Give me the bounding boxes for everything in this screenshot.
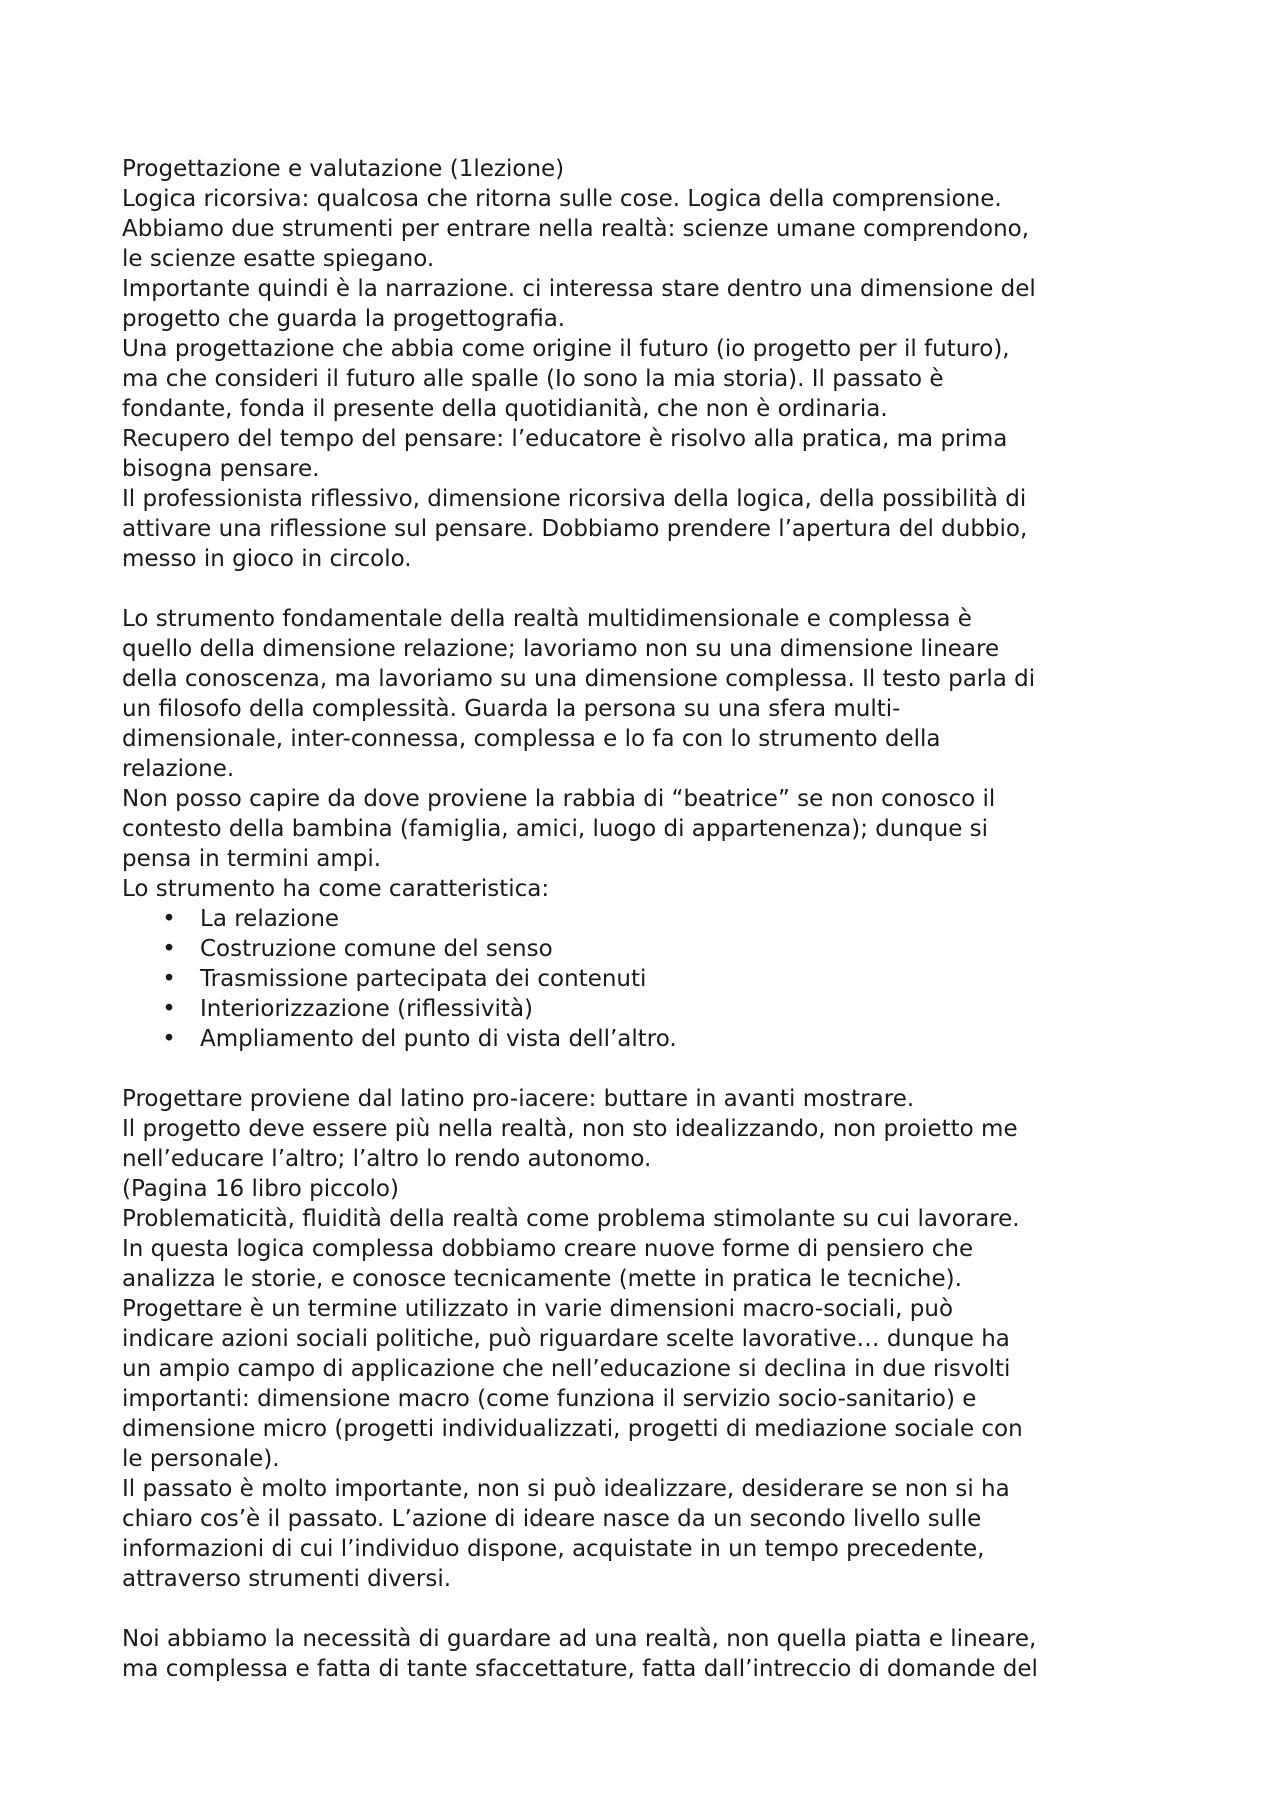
text-line: Lo strumento fondamentale della realtà multidimensionale e complessa è xyxy=(122,606,972,632)
list-item-text: Trasmissione partecipata dei contenuti xyxy=(200,966,647,992)
text-line: relazione. xyxy=(122,756,235,782)
bullet-list xyxy=(122,904,1162,1054)
text-line: nell’educare l’altro; l’altro lo rendo autonomo. xyxy=(122,1146,652,1172)
text-line: un filosofo della complessità. Guarda la persona su una sfera multi- xyxy=(122,696,901,722)
text-line: contesto della bambina (famiglia, amici, luogo di appartenenza); dunque si xyxy=(122,816,989,842)
document-title: Progettazione e valutazione (1lezione) xyxy=(122,156,565,182)
text-line: un ampio campo di applicazione che nell’educazione si declina in due risvolti xyxy=(122,1356,1011,1382)
list-item-text: La relazione xyxy=(200,906,340,932)
text-line: quello della dimensione relazione; lavoriamo non su una dimensione lineare xyxy=(122,636,1000,662)
paragraph-spacer xyxy=(122,574,1162,604)
bullet-icon: • xyxy=(162,996,176,1022)
text-line: dimensionale, inter-connessa, complessa e lo fa con lo strumento della xyxy=(122,726,941,752)
text-line: Lo strumento ha come caratteristica: xyxy=(122,876,550,902)
paragraph-group-3 xyxy=(122,1084,1162,1594)
text-line: bisogna pensare. xyxy=(122,456,320,482)
text-line: le scienze esatte spiegano. xyxy=(122,246,435,272)
list-item-text: Costruzione comune del senso xyxy=(200,936,553,962)
paragraph-group-1 xyxy=(122,154,1162,574)
list-item xyxy=(122,994,1162,1024)
paragraph-group-2 xyxy=(122,604,1162,904)
paragraph-spacer xyxy=(122,1054,1162,1084)
list-item xyxy=(122,964,1162,994)
text-line: Non posso capire da dove proviene la rabbia di “beatrice” se non conosco il xyxy=(122,786,996,812)
list-item xyxy=(122,934,1162,964)
text-line: analizza le storie, e conosce tecnicamente (mette in pratica le tecniche). xyxy=(122,1266,962,1292)
text-line: messo in gioco in circolo. xyxy=(122,546,412,572)
list-item-text: Interiorizzazione (riflessività) xyxy=(200,996,534,1022)
text-line: fondante, fonda il presente della quotidianità, che non è ordinaria. xyxy=(122,396,888,422)
text-line: progetto che guarda la progettografia. xyxy=(122,306,566,332)
text-line: Il professionista riflessivo, dimensione ricorsiva della logica, della possibilità di xyxy=(122,486,1027,512)
bullet-icon: • xyxy=(162,966,176,992)
text-line: Noi abbiamo la necessità di guardare ad una realtà, non quella piatta e lineare, xyxy=(122,1626,1037,1652)
text-line: le personale). xyxy=(122,1446,280,1472)
text-line: Abbiamo due strumenti per entrare nella realtà: scienze umane comprendono, xyxy=(122,216,1030,242)
text-line: dimensione micro (progetti individualizzati, progetti di mediazione sociale con xyxy=(122,1416,1023,1442)
text-line: attraverso strumenti diversi. xyxy=(122,1566,452,1592)
text-line: informazioni di cui l’individuo dispone, acquistate in un tempo precedente, xyxy=(122,1536,985,1562)
text-line: Una progettazione che abbia come origine il futuro (io progetto per il futuro), xyxy=(122,336,1010,362)
list-item xyxy=(122,1024,1162,1054)
text-line: chiaro cos’è il passato. L’azione di ideare nasce da un secondo livello sulle xyxy=(122,1506,982,1532)
document-body xyxy=(122,154,1162,1684)
bullet-icon: • xyxy=(162,936,176,962)
text-line: Logica ricorsiva: qualcosa che ritorna sulle cose. Logica della comprensione. xyxy=(122,186,1002,212)
bullet-icon: • xyxy=(162,906,176,932)
text-line: ma complessa e fatta di tante sfaccettature, fatta dall’intreccio di domande del xyxy=(122,1656,1038,1682)
text-line: Progettare è un termine utilizzato in varie dimensioni macro-sociali, può xyxy=(122,1296,954,1322)
paragraph-spacer xyxy=(122,1594,1162,1624)
text-line: ma che consideri il futuro alle spalle (Io sono la mia storia). Il passato è xyxy=(122,366,944,392)
text-line: Recupero del tempo del pensare: l’educatore è risolvo alla pratica, ma prima xyxy=(122,426,1008,452)
text-line: attivare una riflessione sul pensare. Dobbiamo prendere l’apertura del dubbio, xyxy=(122,516,1028,542)
text-line: indicare azioni sociali politiche, può riguardare scelte lavorative… dunque ha xyxy=(122,1326,1010,1352)
text-line: (Pagina 16 libro piccolo) xyxy=(122,1176,399,1202)
list-item xyxy=(122,904,1162,934)
text-line: In questa logica complessa dobbiamo creare nuove forme di pensiero che xyxy=(122,1236,974,1262)
text-line: pensa in termini ampi. xyxy=(122,846,382,872)
text-line: della conoscenza, ma lavoriamo su una dimensione complessa. Il testo parla di xyxy=(122,666,1036,692)
text-line: Problematicità, fluidità della realtà come problema stimolante su cui lavorare. xyxy=(122,1206,1020,1232)
bullet-icon: • xyxy=(162,1026,176,1052)
text-line: Progettare proviene dal latino pro-iacere: buttare in avanti mostrare. xyxy=(122,1086,915,1112)
list-item-text: Ampliamento del punto di vista dell’altro. xyxy=(200,1026,677,1052)
text-line: Il progetto deve essere più nella realtà, non sto idealizzando, non proietto me xyxy=(122,1116,1018,1142)
text-line: importanti: dimensione macro (come funziona il servizio socio-sanitario) e xyxy=(122,1386,977,1412)
text-line: Il passato è molto importante, non si può idealizzare, desiderare se non si ha xyxy=(122,1476,1010,1502)
paragraph-group-4 xyxy=(122,1624,1162,1684)
text-line: Importante quindi è la narrazione. ci interessa stare dentro una dimensione del xyxy=(122,276,1036,302)
